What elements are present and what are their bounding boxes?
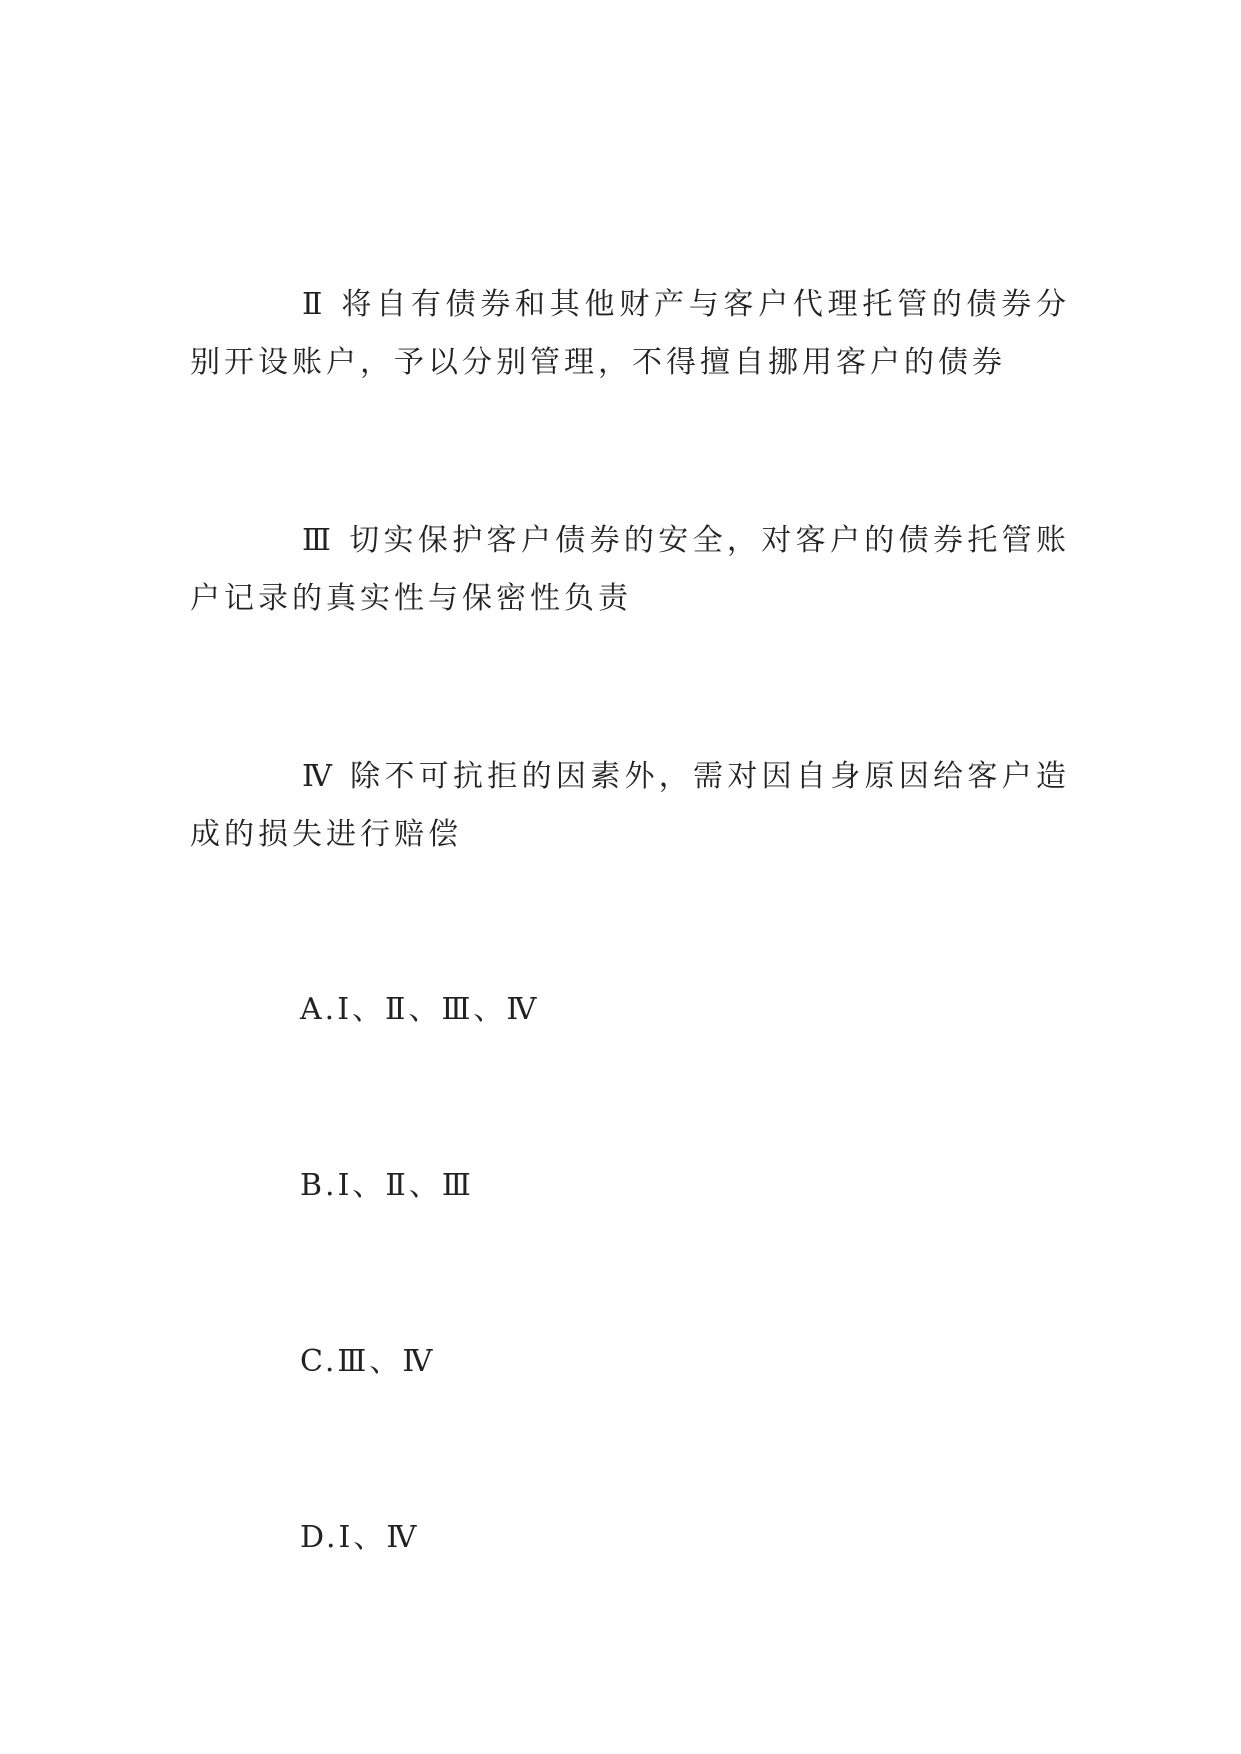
- statement-text: 切实保护客户债券的安全，对客户的债券托管账户记录的真实性与保密性负责: [190, 523, 1071, 616]
- option-a: A.Ⅰ、Ⅱ、Ⅲ、Ⅳ: [300, 992, 540, 1027]
- statement-numeral: Ⅱ: [302, 287, 328, 322]
- statement-text: 除不可抗拒的因素外，需对因自身原因给客户造成的损失进行赔偿: [190, 759, 1070, 852]
- statement-3: [190, 512, 1070, 628]
- option-d: D.Ⅰ、Ⅳ: [300, 1520, 420, 1555]
- statement-4: [190, 748, 1070, 864]
- statement-numeral: Ⅲ: [302, 523, 336, 558]
- statement-2: [190, 276, 1070, 392]
- statement-text: 将自有债券和其他财产与客户代理托管的债券分别开设账户，予以分别管理，不得擅自挪用客户的债券: [190, 287, 1071, 380]
- statement-numeral: Ⅳ: [302, 759, 337, 794]
- option-c: C.Ⅲ、Ⅳ: [300, 1344, 436, 1379]
- option-b: B.Ⅰ、Ⅱ、Ⅲ: [300, 1168, 474, 1203]
